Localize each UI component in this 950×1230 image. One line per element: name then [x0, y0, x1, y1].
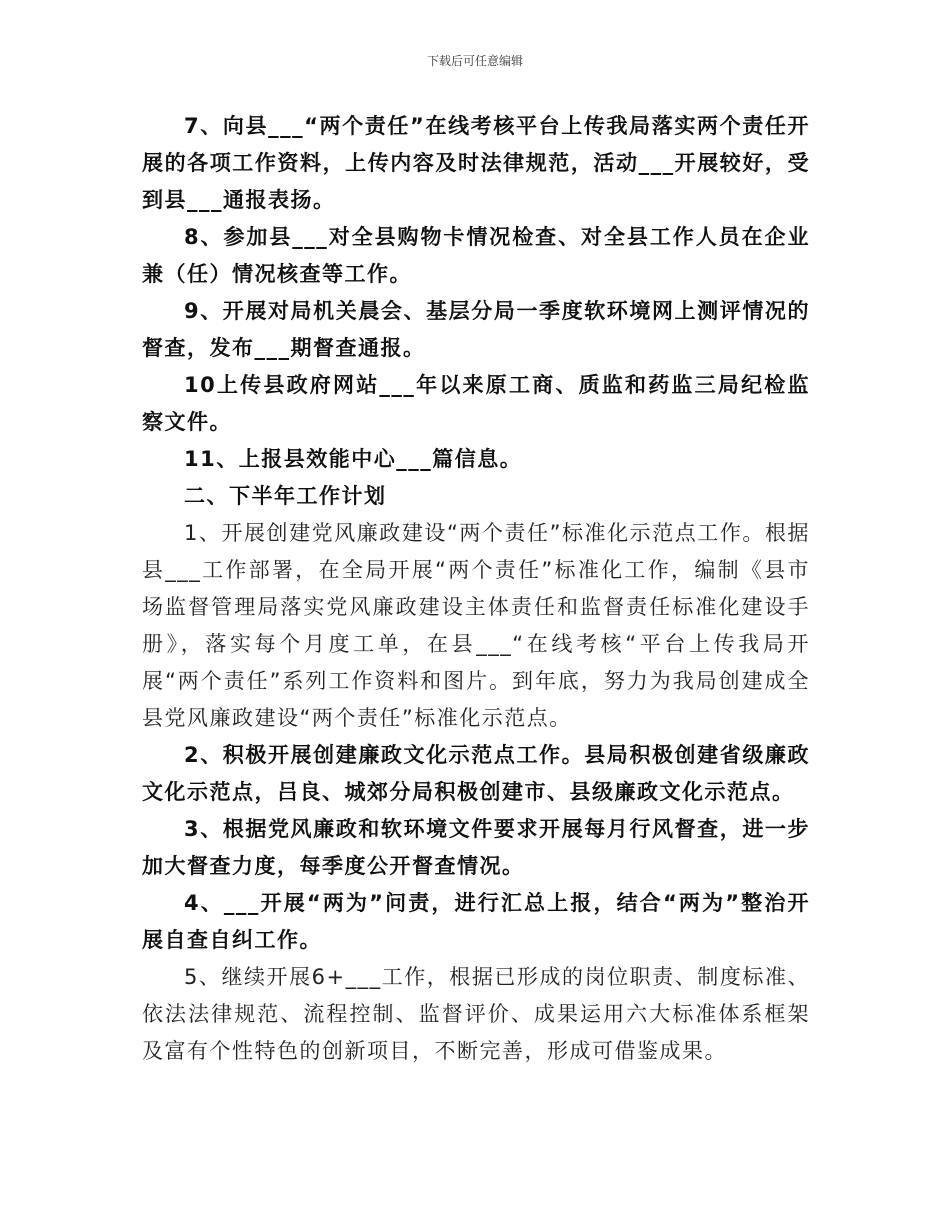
plan-item-3: 3、根据党风廉政和软环境文件要求开展每月行风督查，进一步加大督查力度，每季度公开督查情况。 [142, 817, 810, 878]
paragraph-item-10: 10上传县政府网站___年以来原工商、质监和药监三局纪检监察文件。 [142, 373, 810, 434]
plan-item-5: 5、继续开展6+___工作，根据已形成的岗位职责、制度标准、依法法律规范、流程控制、监督评价、成果运用六大标准体系框架及富有个性特色的创新项目，不断完善，形成可借鉴成果。 [142, 965, 810, 1063]
paragraph-item-11: 11、上报县效能中心___篇信息。 [184, 447, 523, 471]
paragraph-item-9: 9、开展对局机关晨会、基层分局一季度软环境网上测评情况的督查，发布___期督查通报。 [142, 299, 810, 360]
section-heading-plan: 二、下半年工作计划 [184, 484, 387, 508]
plan-item-2: 2、积极开展创建廉政文化示范点工作。县局积极创建省级廉政文化示范点，吕良、城郊分局积极创建市、县级廉政文化示范点。 [142, 743, 810, 804]
paragraph-item-7: 7、向县___“两个责任”在线考核平台上传我局落实两个责任开展的各项工作资料，上传内容及时法律规范，活动___开展较好，受到县___通报表扬。 [142, 114, 810, 212]
plan-item-4: 4、___开展“两为”问责，进行汇总上报，结合“两为”整治开展自查自纠工作。 [142, 891, 810, 952]
paragraph-item-8: 8、参加县___对全县购物卡情况检查、对全县工作人员在企业兼（任）情况核查等工作。 [142, 225, 810, 286]
document-body [142, 108, 810, 1070]
plan-item-1: 1、开展创建党风廉政建设“两个责任”标准化示范点工作。根据县___工作部署，在全局开展“两个责任”标准化工作，编制《县市场监督管理局落实党风廉政建设主体责任和监督责任标准化建设手册》，落实每个月度工单，在县___“在线考核“平台上传我局开展“两个责任”系列工作资料和图片。到年底，努力为我局创建成全县党风廉政建设“两个责任”标准化示范点。 [142, 521, 810, 730]
page-header: 下载后可任意编辑 [426, 54, 523, 68]
